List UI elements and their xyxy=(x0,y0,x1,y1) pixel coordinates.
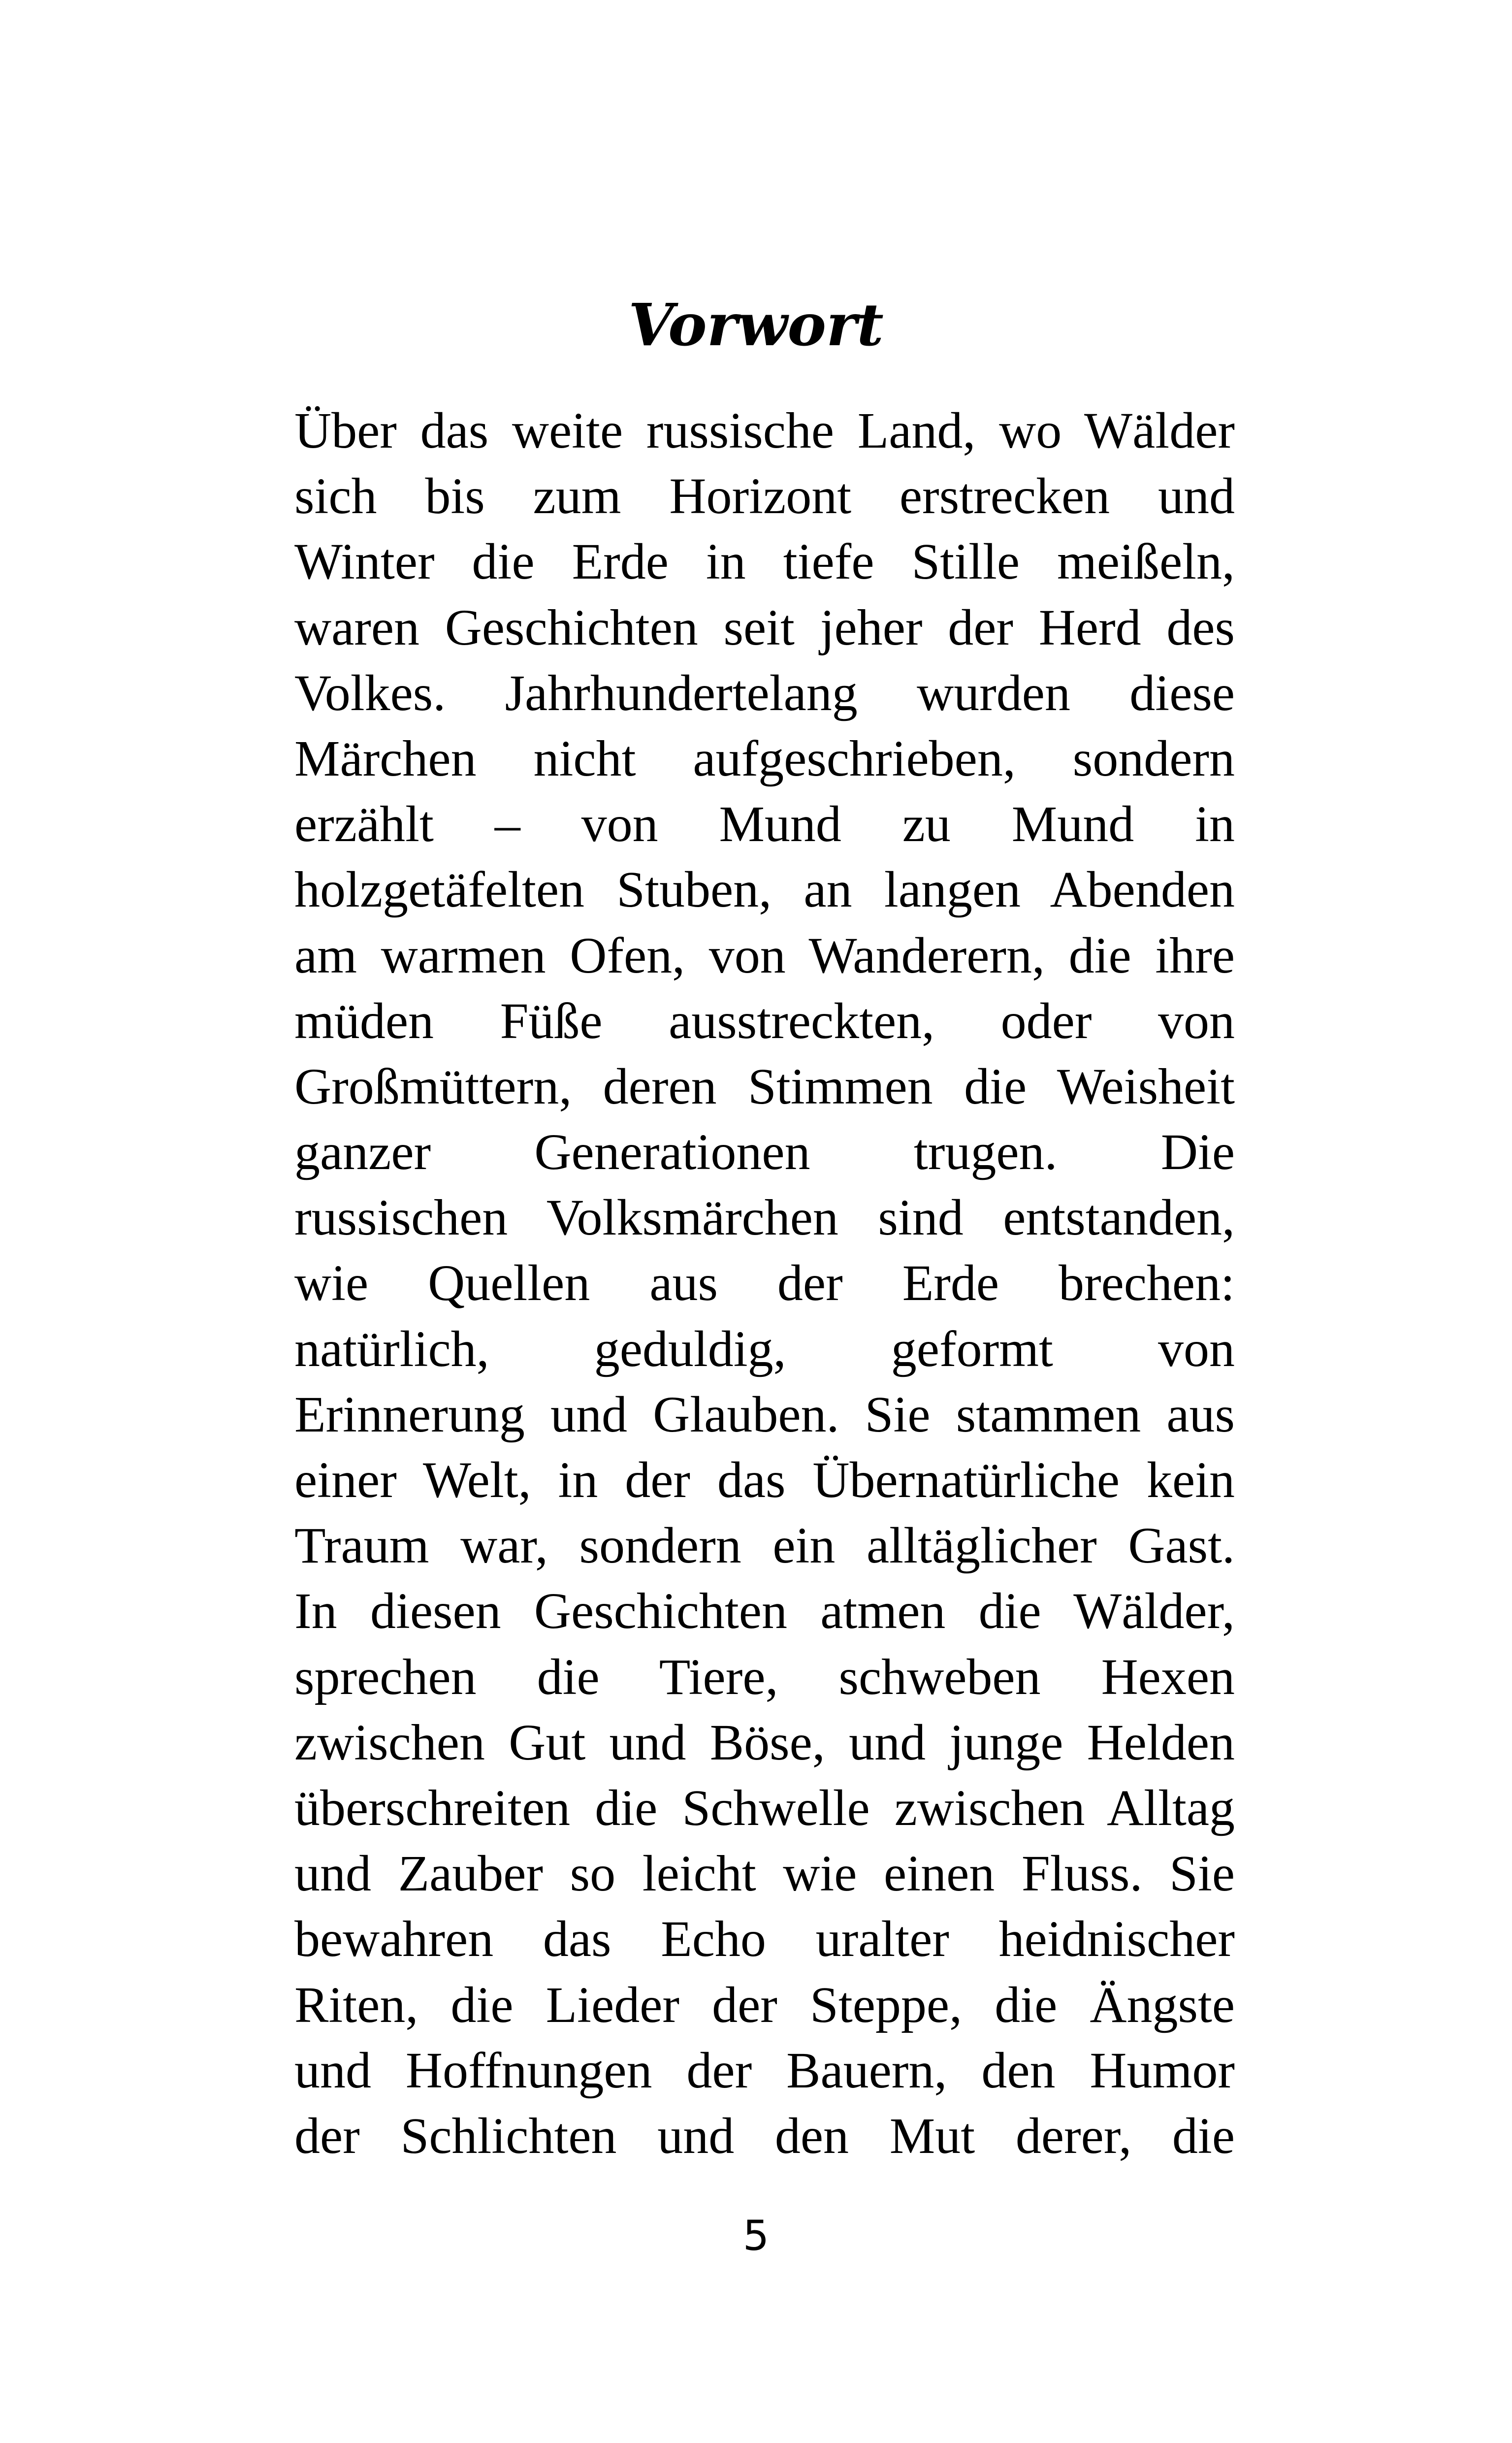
text-line: waren Geschichten seit jeher der Herd des xyxy=(294,599,1235,656)
text-line: wie Quellen aus der Erde brechen: xyxy=(294,1255,1235,1312)
text-line: Erinnerung und Glauben. Sie stammen aus xyxy=(294,1386,1235,1443)
body-text xyxy=(294,398,1235,2169)
text-line: überschreiten die Schwelle zwischen Alltag xyxy=(294,1779,1235,1836)
text-line: einer Welt, in der das Übernatürliche kein xyxy=(294,1452,1235,1508)
text-line: Über das weite russische Land, wo Wälder xyxy=(294,402,1235,459)
text-line: sich bis zum Horizont erstrecken und xyxy=(294,468,1235,525)
text-line: Traum war, sondern ein alltäglicher Gast. xyxy=(294,1517,1235,1574)
text-line: holzgetäfelten Stuben, an langen Abenden xyxy=(294,861,1235,918)
text-line: und Hoffnungen der Bauern, den Humor xyxy=(294,2042,1235,2099)
text-line: natürlich, geduldig, geformt von xyxy=(294,1320,1235,1377)
text-line: der Schlichten und den Mut derer, die xyxy=(294,2107,1235,2164)
text-line: Märchen nicht aufgeschrieben, sondern xyxy=(294,730,1235,787)
text-line: sprechen die Tiere, schweben Hexen xyxy=(294,1648,1235,1705)
text-line: Winter die Erde in tiefe Stille meißeln, xyxy=(294,533,1235,590)
text-line: Großmüttern, deren Stimmen die Weisheit xyxy=(294,1058,1235,1115)
text-line: bewahren das Echo uralter heidnischer xyxy=(294,1911,1235,1968)
chapter-title: Vorwort xyxy=(628,291,884,359)
text-line: am warmen Ofen, von Wanderern, die ihre xyxy=(294,927,1235,984)
text-line: Volkes. Jahrhundertelang wurden diese xyxy=(294,664,1235,721)
text-line: erzählt – von Mund zu Mund in xyxy=(294,796,1235,853)
text-line: müden Füße ausstreckten, oder von xyxy=(294,992,1235,1049)
text-line: und Zauber so leicht wie einen Fluss. Sie xyxy=(294,1845,1235,1902)
text-line: russischen Volksmärchen sind entstanden, xyxy=(294,1189,1235,1246)
text-line: ganzer Generationen trugen. Die xyxy=(294,1124,1235,1181)
text-line: zwischen Gut und Böse, und junge Helden xyxy=(294,1714,1235,1771)
text-line: In diesen Geschichten atmen die Wälder, xyxy=(294,1583,1235,1640)
page-number: 5 xyxy=(742,2212,770,2260)
text-line: Riten, die Lieder der Steppe, die Ängste xyxy=(294,1976,1235,2033)
